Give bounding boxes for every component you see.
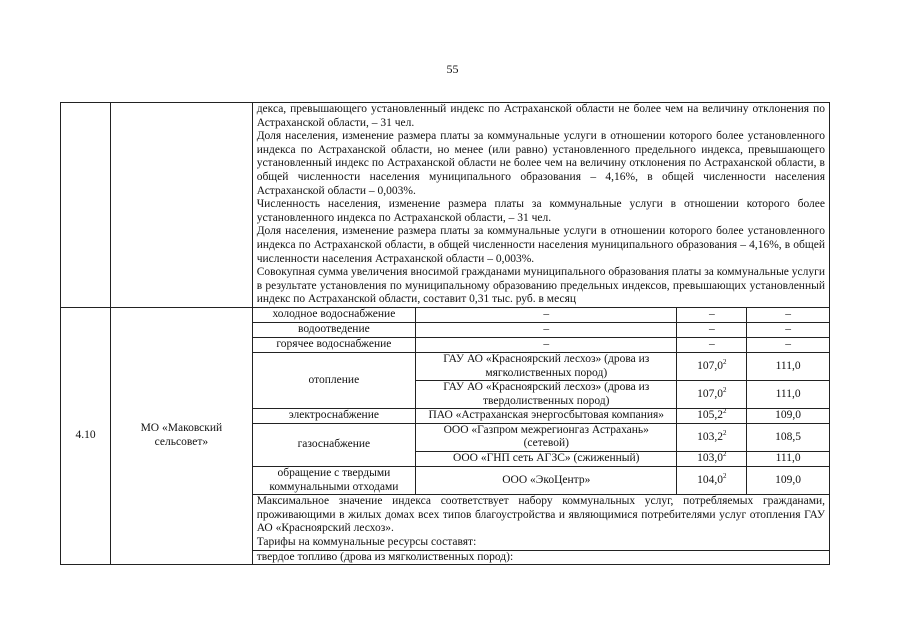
max-index-cell: 111,0 <box>747 381 830 409</box>
provider-cell: ООО «Газпром межрегионгаз Астрахань» (сетевой) <box>416 423 677 451</box>
paragraph: Численность населения, изменение размера платы за коммунальные услуги в отношении которого более установленного индекса по Астраханской области, – 31 чел. <box>256 198 825 224</box>
section-number: 4.10 <box>61 307 111 564</box>
service-electricity: электроснабжение <box>252 409 415 424</box>
footnote-mark: 2 <box>723 450 727 459</box>
index-value: 103,0 <box>697 452 723 465</box>
service-heating: отопление <box>252 352 415 408</box>
service-hot-water: горячее водоснабжение <box>252 337 415 352</box>
paragraph: декса, превышающего установленный индекс по Астраханской области не более чем на величину отклонения по Астраханской области, – 31 чел. <box>256 103 825 129</box>
footnote-mark: 2 <box>723 407 727 416</box>
tariff-table <box>60 102 830 565</box>
bottom-text-block <box>252 495 829 550</box>
paragraph: Доля населения, изменение размера платы за коммунальные услуги в отношении которого более установленного индекса по Астраханской области, в общей численности населения муниципального образования – 4,16%, в общей численности населения Астраханской области – 0,003%. <box>256 225 825 265</box>
number-cell-empty <box>61 103 111 308</box>
paragraph: Совокупная сумма увеличения вносимой гражданами муниципального образования платы за коммунальные услуги в результате установления по муниципальному образованию предельных индексов, превышающих установленный индекс по Астраханской области, составит 0,31 тыс. руб. в месяц <box>256 266 825 306</box>
footnote-mark: 2 <box>723 472 727 481</box>
service-cold-water: холодное водоснабжение <box>252 307 415 322</box>
service-sewerage: водоотведение <box>252 322 415 337</box>
paragraph: Тарифы на коммунальные ресурсы составят: <box>256 536 477 549</box>
paragraph: Максимальное значение индекса соответствует набору коммунальных услуг, потребляемых гражданами, проживающими в жилых домах всех типов благоустройства и являющимися потребителями услуг отопления ГАУ АО «Красноярский лесхоз». <box>256 495 825 535</box>
provider-cell: ГАУ АО «Красноярский лесхоз» (дрова из мягколиственных пород) <box>416 352 677 380</box>
max-index-cell: – <box>747 337 830 352</box>
max-index-cell: 111,0 <box>747 452 830 467</box>
max-index-cell: 111,0 <box>747 352 830 380</box>
index-cell <box>677 423 747 451</box>
max-index-cell: 109,0 <box>747 409 830 424</box>
max-index-cell: 109,0 <box>747 467 830 495</box>
municipality-name: МО «Маковский сельсовет» <box>111 307 253 564</box>
bottom-text-last: твердое топливо (дрова из мягколиственных пород): <box>252 550 829 565</box>
service-waste: обращение с твердыми коммунальными отходами <box>252 467 415 495</box>
max-index-cell: 108,5 <box>747 423 830 451</box>
provider-cell: ПАО «Астраханская энергосбытовая компания» <box>416 409 677 424</box>
max-index-cell: – <box>747 307 830 322</box>
index-value: 103,2 <box>697 430 723 443</box>
provider-cell: ГАУ АО «Красноярский лесхоз» (дрова из твердолиственных пород) <box>416 381 677 409</box>
municipality-cell-empty <box>111 103 253 308</box>
provider-cell: – <box>416 307 677 322</box>
table-row <box>61 103 830 308</box>
service-gas: газоснабжение <box>252 423 415 466</box>
footnote-mark: 2 <box>723 357 727 366</box>
index-cell: – <box>677 322 747 337</box>
top-text-block <box>252 103 829 308</box>
index-cell <box>677 352 747 380</box>
page-number: 55 <box>446 62 459 76</box>
footnote-mark: 2 <box>723 386 727 395</box>
index-cell: – <box>677 337 747 352</box>
table-row <box>61 307 830 322</box>
provider-cell: ООО «ГНП сеть АГЗС» (сжиженный) <box>416 452 677 467</box>
index-cell <box>677 452 747 467</box>
index-cell <box>677 381 747 409</box>
index-value: 107,0 <box>697 387 723 400</box>
max-index-cell: – <box>747 322 830 337</box>
provider-cell: – <box>416 322 677 337</box>
index-cell <box>677 409 747 424</box>
index-value: 107,0 <box>697 359 723 372</box>
index-value: 104,0 <box>697 473 723 486</box>
provider-cell: – <box>416 337 677 352</box>
index-cell <box>677 467 747 495</box>
paragraph: Доля населения, изменение размера платы за коммунальные услуги в отношении которого более установленного индекса по Астраханской области, но менее (или равно) установленного предельного индекса, превышающего установленный индекс по Астраханской области не более чем на величину отклонения по Астраханской области, в общей численности населения муниципального образования – 4,16%, в общей численности населения Астраханской области – 0,003%. <box>256 130 825 197</box>
footnote-mark: 2 <box>723 428 727 437</box>
index-value: 105,2 <box>697 409 723 422</box>
provider-cell: ООО «ЭкоЦентр» <box>416 467 677 495</box>
index-cell: – <box>677 307 747 322</box>
